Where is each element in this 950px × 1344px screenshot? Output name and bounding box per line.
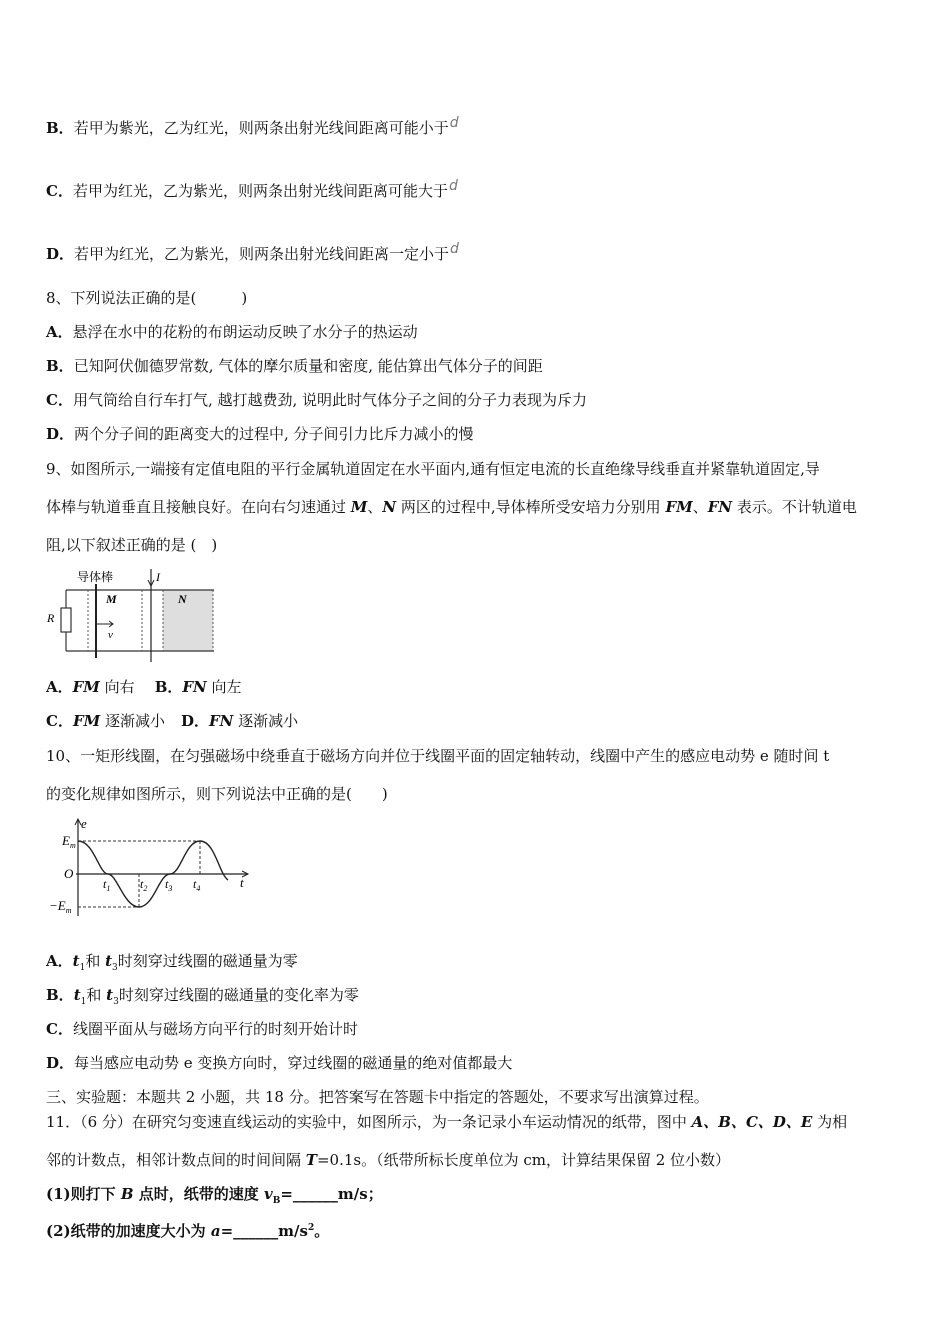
period-symbol: T bbox=[305, 1151, 317, 1169]
text: 。 bbox=[314, 1222, 330, 1240]
q11-subquestion-1 bbox=[46, 1184, 383, 1211]
time-symbol: t bbox=[72, 952, 80, 970]
option-symbol: FN bbox=[182, 678, 207, 696]
text: 体棒与轨道垂直且接触良好。在向右匀速通过 bbox=[46, 498, 351, 516]
connector: 和 bbox=[86, 986, 107, 1004]
region-m: M bbox=[350, 498, 368, 516]
option-text: 每当感应电动势 e 变换方向时，穿过线圈的磁通量的绝对值都最大 bbox=[74, 1054, 513, 1072]
region-n-label: N bbox=[178, 592, 187, 606]
option-text: 若甲为红光，乙为紫光，则两条出射光线间距离一定小于 bbox=[74, 245, 450, 263]
t3-label bbox=[165, 877, 172, 893]
option-symbol: FM bbox=[72, 678, 100, 696]
resistor bbox=[61, 608, 71, 632]
section-3-heading: 三、实验题：本题共 2 小题，共 18 分。把答案写在答题卡中指定的答题处，不要求写出演算过程。 bbox=[46, 1088, 709, 1106]
time-subscript: 1 bbox=[79, 963, 86, 973]
text: =0.1s。（纸带所标长度单位为 cm，计算结果保留 2 位小数） bbox=[316, 1151, 731, 1169]
q8-option-b bbox=[46, 356, 543, 376]
text: 点时，纸带的速度 bbox=[133, 1185, 264, 1203]
option-label: D． bbox=[46, 425, 75, 443]
force-fm: FM bbox=[665, 498, 693, 516]
q8-option-c bbox=[46, 390, 587, 410]
distance-symbol: d bbox=[450, 241, 459, 257]
q8-stem: 8、下列说法正确的是( ) bbox=[46, 289, 248, 307]
connector: 和 bbox=[85, 952, 106, 970]
q11-subquestion-2 bbox=[46, 1218, 329, 1241]
option-label: B． bbox=[46, 357, 74, 375]
t-axis-label: t bbox=[240, 875, 244, 890]
q10-option-b bbox=[46, 985, 359, 1012]
q10-emf-graph bbox=[44, 816, 256, 920]
neg-em-label bbox=[49, 898, 72, 915]
option-text: 用气筒给自行车打气, 越打越费劲, 说明此时气体分子之间的分子力表现为斥力 bbox=[72, 391, 588, 409]
t3-subscript: 3 bbox=[168, 884, 173, 893]
em-subscript: m bbox=[69, 841, 76, 850]
q9-stem-line2 bbox=[46, 497, 857, 517]
q9-options-cd bbox=[46, 711, 298, 731]
q11-stem-line2 bbox=[46, 1150, 730, 1170]
t2-label bbox=[140, 877, 147, 893]
option-symbol: FN bbox=[209, 712, 234, 730]
text: 两区的过程中,导体棒所受安培力分别用 bbox=[396, 498, 666, 516]
time-symbol: t bbox=[73, 986, 81, 1004]
resistor-label: R bbox=[47, 611, 55, 625]
point-b: B bbox=[120, 1185, 134, 1203]
option-label: C． bbox=[46, 391, 73, 409]
velocity-subscript: B bbox=[272, 1196, 281, 1206]
option-symbol: FM bbox=[72, 712, 101, 730]
velocity-label: v bbox=[108, 629, 113, 641]
separator: 、 bbox=[692, 498, 708, 516]
option-text: 逐渐减小 bbox=[233, 712, 299, 730]
time-subscript: 3 bbox=[113, 997, 119, 1007]
option-text: 线圈平面从与磁场方向平行的时刻开始计时 bbox=[72, 1020, 358, 1038]
unit-exponent: 2 bbox=[307, 1223, 315, 1233]
t2-letter: t bbox=[140, 877, 144, 891]
time-subscript: 3 bbox=[112, 963, 118, 973]
q8-option-a bbox=[46, 322, 418, 342]
separator: 、 bbox=[367, 498, 383, 516]
q10-option-c bbox=[46, 1019, 358, 1039]
text: 邻的计数点，相邻计数点间的时间间隔 bbox=[46, 1151, 306, 1169]
rod-label: 导体棒 bbox=[77, 570, 114, 584]
t2-subscript: 2 bbox=[143, 884, 148, 893]
option-label: B． bbox=[46, 119, 74, 137]
q7-option-c bbox=[46, 176, 458, 201]
neg-em-subscript: m bbox=[65, 906, 72, 915]
e-axis-label: e bbox=[81, 816, 87, 831]
option-label: D． bbox=[181, 712, 210, 730]
q8-option-d bbox=[46, 424, 474, 444]
answer-blank: =______m/s； bbox=[280, 1185, 383, 1203]
option-label: A． bbox=[46, 952, 73, 970]
region-m-label: M bbox=[106, 592, 117, 606]
option-text: 已知阿伏伽德罗常数, 气体的摩尔质量和密度, 能估算出气体分子的间距 bbox=[73, 357, 543, 375]
answer-blank: =______m/s bbox=[220, 1222, 308, 1240]
option-text: 时刻穿过线圈的磁通量为零 bbox=[117, 952, 298, 970]
option-label: B． bbox=[154, 678, 183, 696]
option-text: 两个分子间的距离变大的过程中, 分子间引力比斥力减小的慢 bbox=[74, 425, 474, 443]
neg-em-letter: −E bbox=[49, 898, 66, 913]
option-text: 若甲为紫光，乙为红光，则两条出射光线间距离可能小于 bbox=[73, 119, 449, 137]
option-text: 向左 bbox=[206, 678, 242, 696]
option-text: 逐渐减小 bbox=[100, 712, 165, 730]
option-label: C． bbox=[46, 182, 73, 200]
q10-option-d bbox=[46, 1053, 512, 1073]
origin-label: O bbox=[64, 866, 74, 881]
option-label: C． bbox=[46, 1020, 73, 1038]
text: (1)则打下 bbox=[46, 1185, 121, 1203]
text: 表示。不计轨道电 bbox=[732, 498, 857, 516]
text: 为相 bbox=[812, 1113, 848, 1131]
region-n: N bbox=[382, 498, 397, 516]
t1-letter: t bbox=[103, 877, 107, 891]
q9-stem-line3: 阻,以下叙述正确的是 ( ) bbox=[46, 536, 218, 554]
q10-stem-line2: 的变化规律如图所示，则下列说法中正确的是( ) bbox=[46, 785, 388, 803]
t3-letter: t bbox=[165, 877, 169, 891]
option-label: A． bbox=[46, 323, 73, 341]
text: 11．（6 分）在研究匀变速直线运动的实验中，如图所示，为一条记录小车运动情况的纸带，图中 bbox=[46, 1113, 692, 1131]
option-label: A． bbox=[46, 678, 73, 696]
option-text: 若甲为红光，乙为紫光，则两条出射光线间距离可能大于 bbox=[72, 182, 448, 200]
distance-symbol: d bbox=[449, 115, 459, 131]
em-letter: E bbox=[62, 833, 70, 848]
q7-option-d bbox=[46, 239, 459, 264]
option-text: 悬浮在水中的花粉的布朗运动反映了水分子的热运动 bbox=[72, 323, 418, 341]
q11-stem-line1 bbox=[46, 1112, 847, 1132]
option-label: D． bbox=[46, 245, 75, 263]
t1-label bbox=[103, 877, 110, 893]
t4-letter: t bbox=[193, 877, 197, 891]
q7-option-b bbox=[46, 113, 459, 138]
text: (2)纸带的加速度大小为 bbox=[46, 1222, 211, 1240]
acceleration-symbol: a bbox=[210, 1222, 221, 1240]
em-label bbox=[61, 833, 76, 850]
region-n-fill bbox=[163, 590, 213, 651]
current-label: I bbox=[156, 570, 160, 584]
force-fn: FN bbox=[707, 498, 733, 516]
q10-stem-line1: 10、一矩形线圈，在匀强磁场中绕垂直于磁场方向并位于线圈平面的固定轴转动，线圈中产生的感应电动势 e 随时间 t bbox=[46, 747, 830, 765]
option-label: D． bbox=[46, 1054, 75, 1072]
q10-option-a bbox=[46, 951, 298, 978]
option-text: 时刻穿过线圈的磁通量的变化率为零 bbox=[118, 986, 359, 1004]
t4-subscript: 4 bbox=[196, 884, 201, 893]
count-points: A、B、C、D、E bbox=[691, 1113, 813, 1131]
time-symbol: t bbox=[106, 986, 114, 1004]
distance-symbol: d bbox=[448, 178, 458, 194]
option-label: B． bbox=[46, 986, 74, 1004]
velocity-symbol: v bbox=[264, 1185, 273, 1203]
option-label: C． bbox=[46, 712, 73, 730]
q9-rail-diagram bbox=[44, 566, 224, 664]
time-symbol: t bbox=[105, 952, 113, 970]
t4-label bbox=[193, 877, 200, 893]
option-text: 向右 bbox=[99, 678, 135, 696]
time-subscript: 1 bbox=[80, 997, 87, 1007]
q9-options-ab bbox=[46, 677, 242, 697]
q9-stem-line1: 9、如图所示,一端接有定值电阻的平行金属轨道固定在水平面内,通有恒定电流的长直绝缘导线垂直并紧靠轨道固定,导 bbox=[46, 460, 820, 478]
t1-subscript: 1 bbox=[106, 884, 111, 893]
